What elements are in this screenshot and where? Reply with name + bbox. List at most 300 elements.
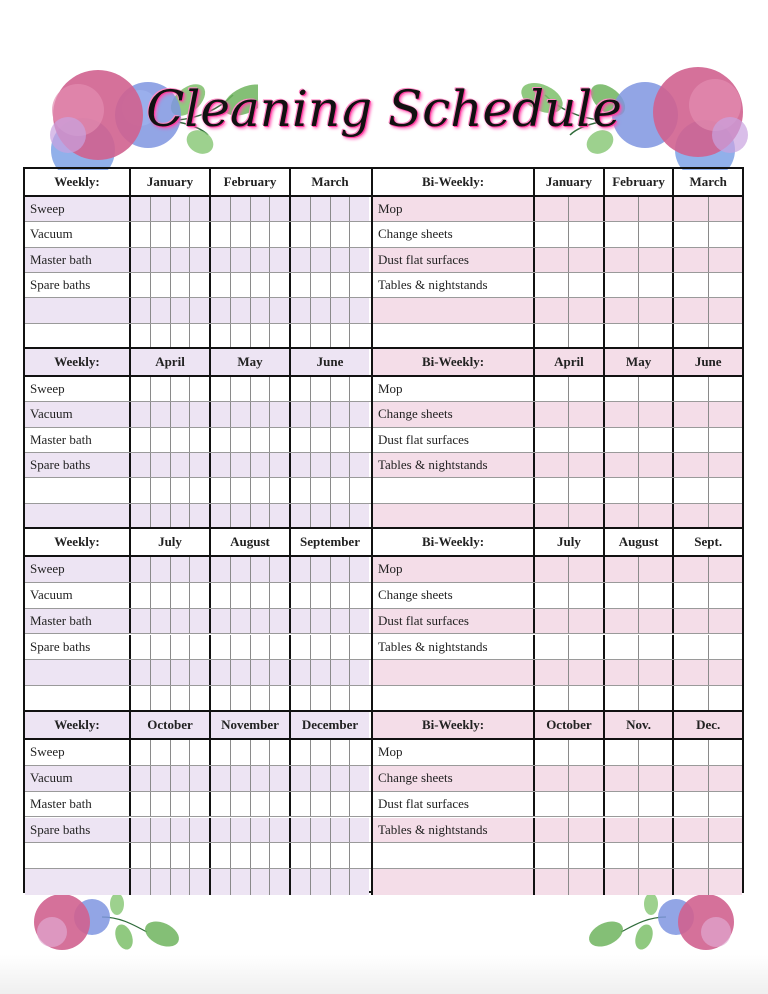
check-cell[interactable] [349, 818, 369, 843]
check-cell[interactable] [170, 818, 190, 843]
check-cell[interactable] [349, 609, 369, 634]
check-cell[interactable] [605, 248, 638, 272]
check-cell[interactable] [568, 740, 602, 765]
check-cell[interactable] [150, 298, 170, 322]
check-cell[interactable] [131, 660, 150, 685]
task-label[interactable]: Master bath [30, 796, 92, 812]
check-cell[interactable] [568, 504, 602, 529]
check-cell[interactable] [330, 583, 350, 608]
check-cell[interactable] [269, 635, 289, 660]
check-cell[interactable] [349, 504, 369, 529]
task-label[interactable]: Dust flat surfaces [373, 248, 533, 272]
check-cell[interactable] [535, 843, 568, 868]
check-cell[interactable] [269, 843, 289, 868]
check-cell[interactable] [568, 583, 602, 608]
check-cell[interactable] [189, 248, 209, 272]
check-cell[interactable] [291, 869, 310, 895]
check-cell[interactable] [349, 843, 369, 868]
check-cell[interactable] [674, 428, 707, 452]
check-cell[interactable] [211, 428, 230, 452]
check-cell[interactable] [330, 324, 350, 349]
check-cell[interactable] [189, 869, 209, 895]
check-cell[interactable] [349, 324, 369, 349]
check-cell[interactable] [708, 766, 742, 791]
check-cell[interactable] [638, 248, 672, 272]
check-cell[interactable] [150, 453, 170, 477]
check-cell[interactable] [638, 453, 672, 477]
check-cell[interactable] [291, 402, 310, 426]
check-cell[interactable] [535, 402, 568, 426]
check-cell[interactable] [708, 324, 742, 349]
check-cell[interactable] [211, 478, 230, 502]
task-label[interactable]: Sweep [30, 381, 65, 397]
check-cell[interactable] [131, 635, 150, 660]
check-cell[interactable] [211, 740, 230, 765]
check-cell[interactable] [150, 635, 170, 660]
check-cell[interactable] [230, 557, 250, 582]
check-cell[interactable] [674, 660, 707, 685]
check-cell[interactable] [605, 869, 638, 895]
check-cell[interactable] [568, 453, 602, 477]
check-cell[interactable] [535, 792, 568, 817]
check-cell[interactable] [189, 504, 209, 529]
check-cell[interactable] [150, 583, 170, 608]
check-cell[interactable] [189, 478, 209, 502]
check-cell[interactable] [708, 792, 742, 817]
check-cell[interactable] [250, 583, 270, 608]
task-label[interactable] [373, 298, 533, 322]
check-cell[interactable] [131, 818, 150, 843]
check-cell[interactable] [150, 557, 170, 582]
check-cell[interactable] [131, 583, 150, 608]
check-cell[interactable] [674, 324, 707, 349]
check-cell[interactable] [150, 660, 170, 685]
check-cell[interactable] [535, 635, 568, 660]
task-label[interactable]: Master bath [25, 248, 129, 272]
task-label[interactable] [25, 504, 129, 529]
check-cell[interactable] [568, 222, 602, 246]
check-cell[interactable] [568, 686, 602, 712]
check-cell[interactable] [269, 766, 289, 791]
check-cell[interactable] [330, 766, 350, 791]
check-cell[interactable] [310, 377, 330, 401]
check-cell[interactable] [269, 818, 289, 843]
check-cell[interactable] [708, 583, 742, 608]
check-cell[interactable] [330, 869, 350, 895]
check-cell[interactable] [131, 197, 150, 221]
check-cell[interactable] [230, 377, 250, 401]
check-cell[interactable] [230, 635, 250, 660]
check-cell[interactable] [250, 635, 270, 660]
check-cell[interactable] [250, 740, 270, 765]
task-label[interactable]: Master bath [25, 609, 129, 634]
check-cell[interactable] [170, 402, 190, 426]
check-cell[interactable] [674, 609, 707, 634]
check-cell[interactable] [291, 686, 310, 712]
task-label[interactable]: Dust flat surfaces [378, 431, 469, 447]
check-cell[interactable] [131, 843, 150, 868]
check-cell[interactable] [674, 222, 707, 246]
check-cell[interactable] [170, 298, 190, 322]
check-cell[interactable] [310, 686, 330, 712]
check-cell[interactable] [349, 686, 369, 712]
task-label[interactable] [373, 478, 533, 502]
check-cell[interactable] [170, 273, 190, 297]
check-cell[interactable] [535, 428, 568, 452]
check-cell[interactable] [605, 377, 638, 401]
check-cell[interactable] [189, 740, 209, 765]
check-cell[interactable] [131, 869, 150, 895]
check-cell[interactable] [211, 609, 230, 634]
check-cell[interactable] [330, 557, 350, 582]
task-label[interactable]: Vacuum [30, 587, 73, 603]
check-cell[interactable] [131, 766, 150, 791]
check-cell[interactable] [310, 609, 330, 634]
check-cell[interactable] [535, 377, 568, 401]
check-cell[interactable] [568, 635, 602, 660]
check-cell[interactable] [170, 478, 190, 502]
check-cell[interactable] [150, 428, 170, 452]
check-cell[interactable] [708, 453, 742, 477]
check-cell[interactable] [150, 273, 170, 297]
check-cell[interactable] [568, 766, 602, 791]
check-cell[interactable] [170, 635, 190, 660]
check-cell[interactable] [150, 504, 170, 529]
check-cell[interactable] [330, 686, 350, 712]
check-cell[interactable] [310, 869, 330, 895]
check-cell[interactable] [189, 818, 209, 843]
check-cell[interactable] [330, 197, 350, 221]
check-cell[interactable] [674, 843, 707, 868]
check-cell[interactable] [310, 766, 330, 791]
check-cell[interactable] [189, 660, 209, 685]
check-cell[interactable] [605, 222, 638, 246]
check-cell[interactable] [310, 222, 330, 246]
task-label[interactable]: Mop [378, 744, 403, 760]
task-label[interactable]: Tables & nightstands [378, 277, 488, 293]
check-cell[interactable] [708, 298, 742, 322]
check-cell[interactable] [291, 324, 310, 349]
check-cell[interactable] [170, 869, 190, 895]
check-cell[interactable] [189, 222, 209, 246]
check-cell[interactable] [211, 869, 230, 895]
check-cell[interactable] [349, 377, 369, 401]
check-cell[interactable] [535, 324, 568, 349]
check-cell[interactable] [250, 766, 270, 791]
task-label[interactable]: Spare baths [25, 818, 129, 843]
check-cell[interactable] [310, 583, 330, 608]
check-cell[interactable] [170, 248, 190, 272]
check-cell[interactable] [674, 504, 707, 529]
check-cell[interactable] [170, 557, 190, 582]
check-cell[interactable] [170, 583, 190, 608]
check-cell[interactable] [250, 869, 270, 895]
check-cell[interactable] [535, 557, 568, 582]
check-cell[interactable] [568, 298, 602, 322]
check-cell[interactable] [674, 686, 707, 712]
check-cell[interactable] [674, 377, 707, 401]
check-cell[interactable] [330, 222, 350, 246]
check-cell[interactable] [568, 557, 602, 582]
check-cell[interactable] [211, 635, 230, 660]
check-cell[interactable] [605, 273, 638, 297]
check-cell[interactable] [189, 557, 209, 582]
check-cell[interactable] [605, 402, 638, 426]
check-cell[interactable] [189, 792, 209, 817]
check-cell[interactable] [349, 248, 369, 272]
check-cell[interactable] [230, 843, 250, 868]
check-cell[interactable] [170, 324, 190, 349]
check-cell[interactable] [250, 298, 270, 322]
check-cell[interactable] [291, 818, 310, 843]
check-cell[interactable] [708, 222, 742, 246]
check-cell[interactable] [250, 686, 270, 712]
check-cell[interactable] [230, 428, 250, 452]
check-cell[interactable] [638, 818, 672, 843]
check-cell[interactable] [708, 818, 742, 843]
task-label[interactable] [373, 843, 533, 868]
check-cell[interactable] [349, 478, 369, 502]
check-cell[interactable] [330, 273, 350, 297]
check-cell[interactable] [131, 273, 150, 297]
check-cell[interactable] [230, 248, 250, 272]
task-label[interactable]: Mop [373, 557, 533, 582]
check-cell[interactable] [349, 635, 369, 660]
check-cell[interactable] [638, 402, 672, 426]
task-label[interactable]: Tables & nightstands [373, 453, 533, 477]
check-cell[interactable] [535, 740, 568, 765]
check-cell[interactable] [230, 478, 250, 502]
check-cell[interactable] [605, 504, 638, 529]
check-cell[interactable] [674, 402, 707, 426]
task-label[interactable]: Change sheets [373, 766, 533, 791]
check-cell[interactable] [349, 197, 369, 221]
check-cell[interactable] [708, 428, 742, 452]
check-cell[interactable] [605, 478, 638, 502]
check-cell[interactable] [250, 843, 270, 868]
check-cell[interactable] [310, 792, 330, 817]
check-cell[interactable] [211, 298, 230, 322]
check-cell[interactable] [330, 609, 350, 634]
check-cell[interactable] [708, 635, 742, 660]
check-cell[interactable] [330, 478, 350, 502]
check-cell[interactable] [250, 609, 270, 634]
check-cell[interactable] [291, 453, 310, 477]
check-cell[interactable] [568, 609, 602, 634]
check-cell[interactable] [638, 792, 672, 817]
check-cell[interactable] [269, 557, 289, 582]
check-cell[interactable] [291, 273, 310, 297]
check-cell[interactable] [150, 609, 170, 634]
check-cell[interactable] [250, 557, 270, 582]
check-cell[interactable] [170, 504, 190, 529]
check-cell[interactable] [310, 818, 330, 843]
check-cell[interactable] [291, 635, 310, 660]
check-cell[interactable] [131, 324, 150, 349]
check-cell[interactable] [310, 324, 330, 349]
check-cell[interactable] [330, 740, 350, 765]
task-label[interactable]: Spare baths [25, 453, 129, 477]
check-cell[interactable] [291, 609, 310, 634]
check-cell[interactable] [310, 660, 330, 685]
check-cell[interactable] [638, 766, 672, 791]
check-cell[interactable] [535, 222, 568, 246]
check-cell[interactable] [330, 818, 350, 843]
task-label[interactable] [25, 869, 129, 895]
check-cell[interactable] [291, 248, 310, 272]
check-cell[interactable] [638, 478, 672, 502]
task-label[interactable]: Vacuum [25, 766, 129, 791]
check-cell[interactable] [708, 686, 742, 712]
check-cell[interactable] [605, 324, 638, 349]
task-label[interactable]: Master bath [30, 431, 92, 447]
check-cell[interactable] [170, 740, 190, 765]
check-cell[interactable] [250, 222, 270, 246]
check-cell[interactable] [349, 766, 369, 791]
check-cell[interactable] [535, 583, 568, 608]
check-cell[interactable] [150, 402, 170, 426]
check-cell[interactable] [269, 324, 289, 349]
check-cell[interactable] [150, 248, 170, 272]
check-cell[interactable] [269, 402, 289, 426]
check-cell[interactable] [250, 273, 270, 297]
check-cell[interactable] [638, 428, 672, 452]
task-label[interactable]: Change sheets [378, 587, 453, 603]
check-cell[interactable] [605, 660, 638, 685]
task-label[interactable]: Mop [378, 381, 403, 397]
check-cell[interactable] [330, 660, 350, 685]
check-cell[interactable] [330, 453, 350, 477]
check-cell[interactable] [269, 428, 289, 452]
task-label[interactable]: Dust flat surfaces [378, 796, 469, 812]
check-cell[interactable] [535, 766, 568, 791]
check-cell[interactable] [330, 428, 350, 452]
check-cell[interactable] [211, 766, 230, 791]
check-cell[interactable] [638, 222, 672, 246]
check-cell[interactable] [330, 843, 350, 868]
check-cell[interactable] [170, 766, 190, 791]
check-cell[interactable] [230, 583, 250, 608]
check-cell[interactable] [291, 557, 310, 582]
check-cell[interactable] [708, 478, 742, 502]
check-cell[interactable] [349, 557, 369, 582]
check-cell[interactable] [230, 222, 250, 246]
check-cell[interactable] [568, 197, 602, 221]
check-cell[interactable] [291, 377, 310, 401]
check-cell[interactable] [708, 869, 742, 895]
check-cell[interactable] [269, 478, 289, 502]
check-cell[interactable] [170, 660, 190, 685]
check-cell[interactable] [605, 635, 638, 660]
check-cell[interactable] [674, 478, 707, 502]
check-cell[interactable] [131, 298, 150, 322]
check-cell[interactable] [605, 197, 638, 221]
check-cell[interactable] [269, 740, 289, 765]
check-cell[interactable] [349, 298, 369, 322]
check-cell[interactable] [291, 504, 310, 529]
check-cell[interactable] [211, 197, 230, 221]
check-cell[interactable] [638, 660, 672, 685]
check-cell[interactable] [269, 298, 289, 322]
check-cell[interactable] [605, 298, 638, 322]
task-label[interactable]: Sweep [25, 557, 129, 582]
task-label[interactable]: Vacuum [30, 226, 73, 242]
check-cell[interactable] [170, 609, 190, 634]
check-cell[interactable] [638, 740, 672, 765]
check-cell[interactable] [568, 324, 602, 349]
check-cell[interactable] [568, 402, 602, 426]
check-cell[interactable] [638, 869, 672, 895]
check-cell[interactable] [291, 843, 310, 868]
check-cell[interactable] [230, 324, 250, 349]
check-cell[interactable] [674, 298, 707, 322]
task-label[interactable]: Change sheets [378, 226, 453, 242]
check-cell[interactable] [310, 402, 330, 426]
check-cell[interactable] [568, 843, 602, 868]
check-cell[interactable] [230, 453, 250, 477]
check-cell[interactable] [291, 792, 310, 817]
check-cell[interactable] [211, 324, 230, 349]
task-label[interactable]: Tables & nightstands [373, 818, 533, 843]
check-cell[interactable] [605, 453, 638, 477]
check-cell[interactable] [170, 792, 190, 817]
check-cell[interactable] [211, 504, 230, 529]
check-cell[interactable] [150, 478, 170, 502]
check-cell[interactable] [349, 428, 369, 452]
check-cell[interactable] [269, 609, 289, 634]
check-cell[interactable] [269, 453, 289, 477]
check-cell[interactable] [211, 557, 230, 582]
check-cell[interactable] [150, 766, 170, 791]
check-cell[interactable] [189, 609, 209, 634]
check-cell[interactable] [189, 402, 209, 426]
check-cell[interactable] [535, 869, 568, 895]
check-cell[interactable] [674, 453, 707, 477]
check-cell[interactable] [150, 324, 170, 349]
check-cell[interactable] [230, 504, 250, 529]
check-cell[interactable] [211, 248, 230, 272]
check-cell[interactable] [310, 843, 330, 868]
check-cell[interactable] [349, 660, 369, 685]
check-cell[interactable] [250, 453, 270, 477]
task-label[interactable]: Mop [373, 197, 533, 221]
check-cell[interactable] [674, 792, 707, 817]
check-cell[interactable] [535, 686, 568, 712]
check-cell[interactable] [131, 740, 150, 765]
check-cell[interactable] [535, 478, 568, 502]
check-cell[interactable] [150, 740, 170, 765]
check-cell[interactable] [638, 504, 672, 529]
check-cell[interactable] [230, 609, 250, 634]
check-cell[interactable] [170, 686, 190, 712]
check-cell[interactable] [230, 766, 250, 791]
check-cell[interactable] [568, 869, 602, 895]
check-cell[interactable] [310, 197, 330, 221]
check-cell[interactable] [131, 792, 150, 817]
check-cell[interactable] [230, 298, 250, 322]
check-cell[interactable] [638, 843, 672, 868]
check-cell[interactable] [170, 197, 190, 221]
check-cell[interactable] [269, 869, 289, 895]
check-cell[interactable] [330, 248, 350, 272]
check-cell[interactable] [211, 453, 230, 477]
check-cell[interactable] [535, 197, 568, 221]
check-cell[interactable] [131, 377, 150, 401]
check-cell[interactable] [230, 273, 250, 297]
check-cell[interactable] [605, 609, 638, 634]
check-cell[interactable] [131, 428, 150, 452]
check-cell[interactable] [638, 197, 672, 221]
